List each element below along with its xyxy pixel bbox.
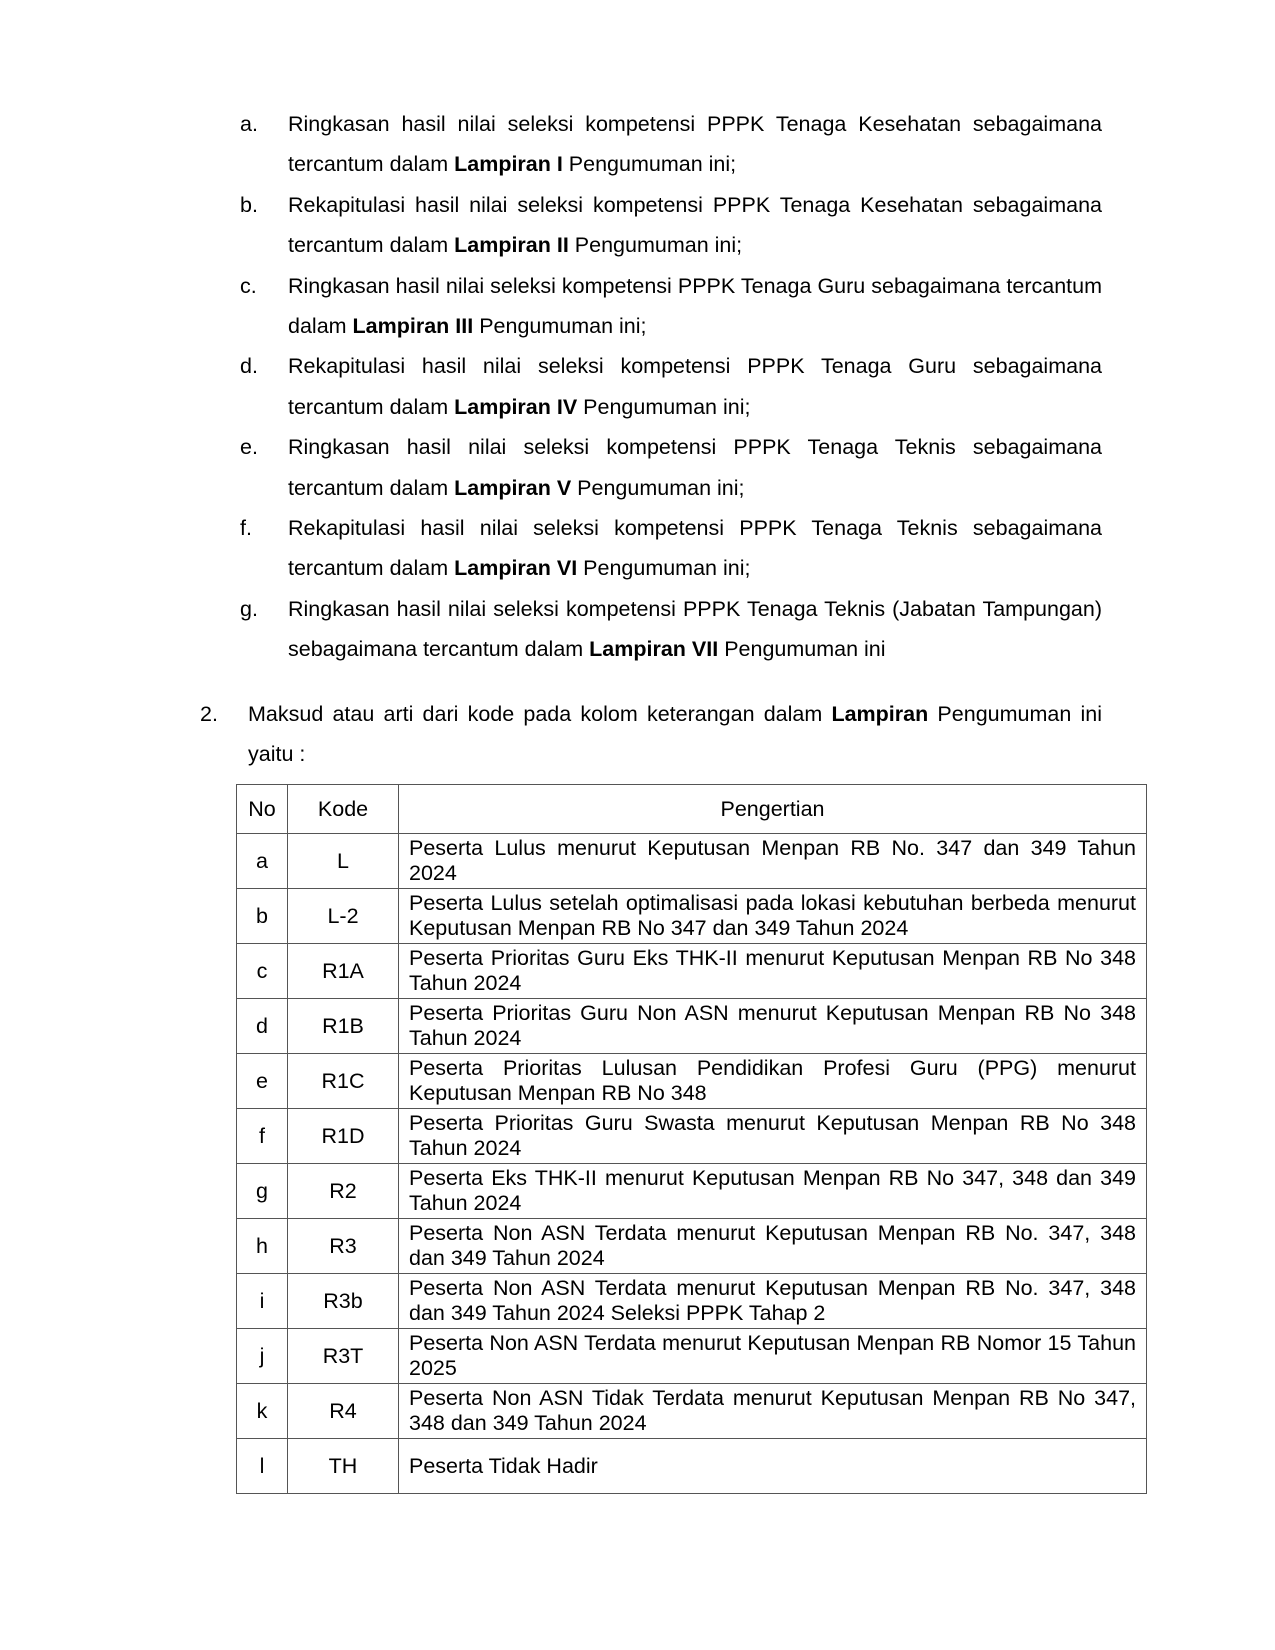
list-item-text: Ringkasan hasil nilai seleksi kompetensi PPPK Tenaga Teknis sebagaimana tercantum dalam Lampiran V Pengumuman ini; xyxy=(288,435,1102,500)
lampiran-ref: Lampiran xyxy=(831,702,929,726)
list-item xyxy=(240,185,1102,266)
table-row xyxy=(237,1274,1147,1329)
cell-pengertian: Peserta Prioritas Guru Eks THK-II menurut Keputusan Menpan RB No 348 Tahun 2024 xyxy=(399,944,1147,999)
table-header-row xyxy=(237,785,1147,834)
cell-pengertian: Peserta Lulus menurut Keputusan Menpan RB No. 347 dan 349 Tahun 2024 xyxy=(399,834,1147,889)
cell-no: a xyxy=(237,834,288,889)
list-item xyxy=(240,589,1102,670)
cell-kode: R1A xyxy=(288,944,399,999)
header-no: No xyxy=(237,785,288,834)
lampiran-ref: Lampiran IV xyxy=(454,394,578,419)
list-marker: d. xyxy=(240,354,258,379)
header-pengertian: Pengertian xyxy=(399,785,1147,834)
cell-pengertian: Peserta Eks THK-II menurut Keputusan Menpan RB No 347, 348 dan 349 Tahun 2024 xyxy=(399,1164,1147,1219)
cell-kode: R1C xyxy=(288,1054,399,1109)
cell-no: l xyxy=(237,1439,288,1494)
cell-no: f xyxy=(237,1109,288,1164)
list-item xyxy=(240,346,1102,427)
list-item xyxy=(240,266,1102,347)
list-item-text: Rekapitulasi hasil nilai seleksi kompetensi PPPK Tenaga Guru sebagaimana tercantum dalam Lampiran IV Pengumuman ini; xyxy=(288,354,1102,419)
cell-pengertian: Peserta Non ASN Terdata menurut Keputusan Menpan RB Nomor 15 Tahun 2025 xyxy=(399,1329,1147,1384)
table-row xyxy=(237,1329,1147,1384)
list-item xyxy=(240,508,1102,589)
list-marker: f. xyxy=(240,516,252,541)
cell-kode: R1D xyxy=(288,1109,399,1164)
table-row xyxy=(237,944,1147,999)
cell-kode: R2 xyxy=(288,1164,399,1219)
list-item xyxy=(240,427,1102,508)
cell-no: e xyxy=(237,1054,288,1109)
cell-no: k xyxy=(237,1384,288,1439)
table-row xyxy=(237,1164,1147,1219)
lampiran-ref: Lampiran V xyxy=(454,475,572,500)
list-item-text: Rekapitulasi hasil nilai seleksi kompetensi PPPK Tenaga Kesehatan sebagaimana tercantum dalam Lampiran II Pengumuman ini; xyxy=(288,192,1102,258)
cell-pengertian: Peserta Lulus setelah optimalisasi pada lokasi kebutuhan berbeda menurut Keputusan Menpan RB No 347 dan 349 Tahun 2024 xyxy=(399,889,1147,944)
code-definition-table xyxy=(236,784,1147,1494)
cell-pengertian: Peserta Tidak Hadir xyxy=(399,1439,1147,1494)
cell-kode: TH xyxy=(288,1439,399,1494)
cell-no: b xyxy=(237,889,288,944)
table-row xyxy=(237,1439,1147,1494)
point-number: 2. xyxy=(200,702,218,726)
table-row xyxy=(237,1219,1147,1274)
cell-no: g xyxy=(237,1164,288,1219)
cell-pengertian: Peserta Prioritas Lulusan Pendidikan Profesi Guru (PPG) menurut Keputusan Menpan RB No 348 xyxy=(399,1054,1147,1109)
cell-pengertian: Peserta Prioritas Guru Non ASN menurut Keputusan Menpan RB No 348 Tahun 2024 xyxy=(399,999,1147,1054)
table-row xyxy=(237,1054,1147,1109)
list-marker: c. xyxy=(240,273,257,298)
list-marker: e. xyxy=(240,435,258,460)
cell-pengertian: Peserta Prioritas Guru Swasta menurut Keputusan Menpan RB No 348 Tahun 2024 xyxy=(399,1109,1147,1164)
list-item-text: Ringkasan hasil nilai seleksi kompetensi PPPK Tenaga Kesehatan sebagaimana tercantum dalam Lampiran I Pengumuman ini; xyxy=(288,112,1102,177)
table-row xyxy=(237,889,1147,944)
lampiran-ref: Lampiran III xyxy=(352,314,474,339)
lampiran-ref: Lampiran II xyxy=(454,233,569,258)
point-text: Maksud atau arti dari kode pada kolom keterangan dalam Lampiran Pengumuman ini yaitu : xyxy=(248,702,1102,767)
lampiran-ref: Lampiran I xyxy=(454,152,563,177)
lampiran-ref: Lampiran VI xyxy=(454,556,578,581)
cell-no: c xyxy=(237,944,288,999)
cell-no: h xyxy=(237,1219,288,1274)
cell-kode: R3 xyxy=(288,1219,399,1274)
table-row xyxy=(237,1109,1147,1164)
list-item-text: Rekapitulasi hasil nilai seleksi kompetensi PPPK Tenaga Teknis sebagaimana tercantum dalam Lampiran VI Pengumuman ini; xyxy=(288,516,1102,581)
cell-pengertian: Peserta Non ASN Tidak Terdata menurut Keputusan Menpan RB No 347, 348 dan 349 Tahun 2024 xyxy=(399,1384,1147,1439)
cell-kode: L-2 xyxy=(288,889,399,944)
header-kode: Kode xyxy=(288,785,399,834)
numbered-point-2 xyxy=(200,694,1102,775)
table-row xyxy=(237,1384,1147,1439)
table-row xyxy=(237,999,1147,1054)
cell-pengertian: Peserta Non ASN Terdata menurut Keputusan Menpan RB No. 347, 348 dan 349 Tahun 2024 Seleksi PPPK Tahap 2 xyxy=(399,1274,1147,1329)
cell-no: d xyxy=(237,999,288,1054)
lampiran-list xyxy=(240,104,1102,670)
list-item xyxy=(240,104,1102,185)
cell-pengertian: Peserta Non ASN Terdata menurut Keputusan Menpan RB No. 347, 348 dan 349 Tahun 2024 xyxy=(399,1219,1147,1274)
list-marker: b. xyxy=(240,192,258,217)
cell-no: j xyxy=(237,1329,288,1384)
lampiran-ref: Lampiran VII xyxy=(589,637,719,662)
cell-kode: L xyxy=(288,834,399,889)
cell-kode: R3b xyxy=(288,1274,399,1329)
cell-kode: R4 xyxy=(288,1384,399,1439)
table-row xyxy=(237,834,1147,889)
list-marker: a. xyxy=(240,112,258,136)
list-item-text: Ringkasan hasil nilai seleksi kompetensi PPPK Tenaga Guru sebagaimana tercantum dalam Lampiran III Pengumuman ini; xyxy=(288,273,1102,339)
cell-kode: R3T xyxy=(288,1329,399,1384)
cell-no: i xyxy=(237,1274,288,1329)
cell-kode: R1B xyxy=(288,999,399,1054)
list-marker: g. xyxy=(240,596,258,621)
list-item-text: Ringkasan hasil nilai seleksi kompetensi PPPK Tenaga Teknis (Jabatan Tampungan) sebagaimana tercantum dalam Lampiran VII Pengumuman ini xyxy=(288,596,1102,662)
